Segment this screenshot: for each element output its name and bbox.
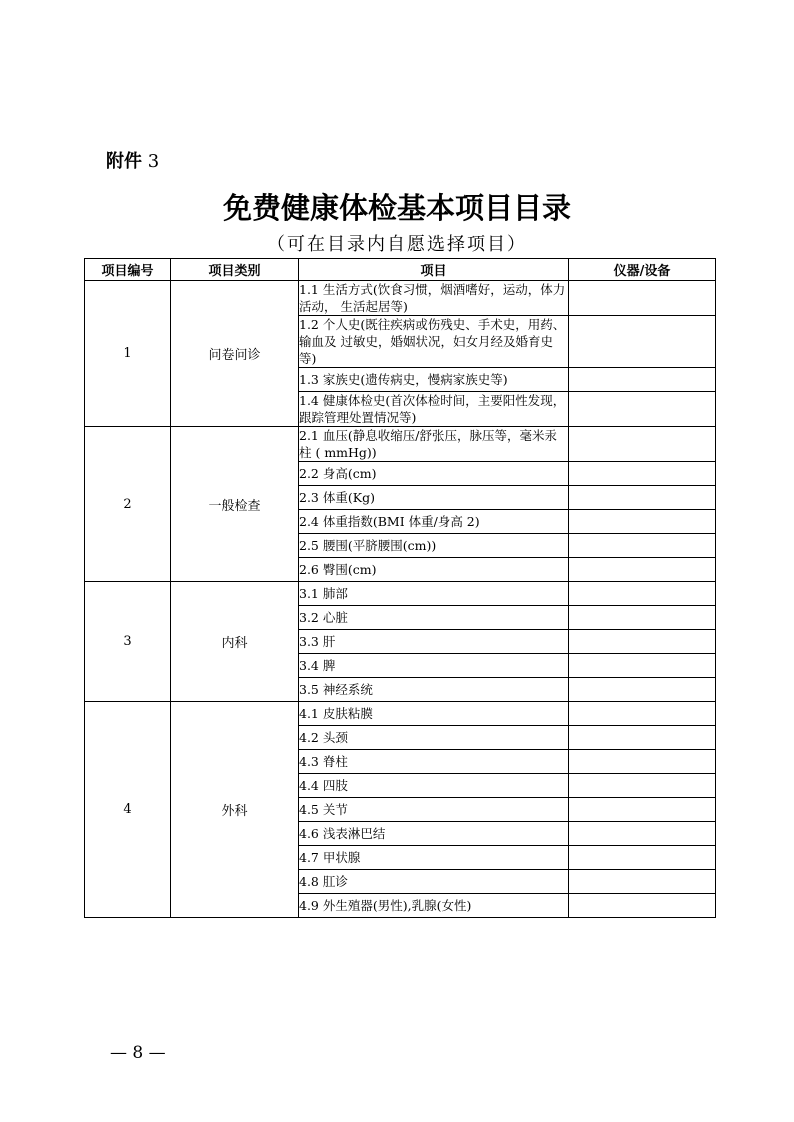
item-cell: 1.4 健康体检史(首次体检时间，主要阳性发现，跟踪管理处置情况等) [299,392,569,427]
item-cell: 4.1 皮肤粘膜 [299,702,569,726]
item-cell: 2.5 腰围(平脐腰围(cm)) [299,534,569,558]
item-cell: 2.3 体重(Kg) [299,486,569,510]
device-cell [569,510,716,534]
checkup-items-table [84,258,716,918]
page-title: 免费健康体检基本项目目录 [222,191,571,225]
device-cell [569,630,716,654]
device-cell [569,654,716,678]
device-cell [569,822,716,846]
item-cell: 4.5 关节 [299,798,569,822]
item-cell: 4.4 四肢 [299,774,569,798]
device-cell [569,534,716,558]
item-cell: 1.1 生活方式(饮食习惯，烟酒嗜好，运动，体力活动， 生活起居等) [299,281,569,316]
device-cell [569,558,716,582]
device-cell [569,368,716,392]
item-cell: 3.4 脾 [299,654,569,678]
device-cell [569,486,716,510]
item-cell: 3.1 肺部 [299,582,569,606]
device-cell [569,894,716,918]
item-cell: 2.1 血压(静息收缩压/舒张压，脉压等，毫米汞柱 ( mmHg)) [299,427,569,462]
device-cell [569,316,716,368]
page-number: — 8 — [110,1043,166,1063]
device-cell [569,281,716,316]
item-number-cell: 4 [85,702,171,918]
device-cell [569,606,716,630]
device-cell [569,392,716,427]
item-cell: 4.8 肛诊 [299,870,569,894]
header-device: 仪器/设备 [569,259,716,281]
item-cell: 1.2 个人史(既往疾病或伤残史、手术史，用药、输血及 过敏史，婚姻状况，妇女月经及婚育史等) [299,316,569,368]
attachment-word: 附件 [106,151,142,172]
item-category-cell: 内科 [171,582,299,702]
table-row [85,702,716,726]
device-cell [569,726,716,750]
device-cell [569,774,716,798]
item-cell: 3.2 心脏 [299,606,569,630]
item-number-cell: 1 [85,281,171,427]
item-cell: 1.3 家族史(遗传病史，慢病家族史等) [299,368,569,392]
item-category-cell: 外科 [171,702,299,918]
device-cell [569,678,716,702]
header-item-category: 项目类别 [171,259,299,281]
item-cell: 3.3 肝 [299,630,569,654]
item-cell: 4.7 甲状腺 [299,846,569,870]
item-category-cell: 问卷问诊 [171,281,299,427]
device-cell [569,750,716,774]
page-subtitle: （可在目录内自愿选择项目） [267,234,527,255]
item-cell: 4.6 浅表淋巴结 [299,822,569,846]
device-cell [569,462,716,486]
table-row [85,281,716,316]
device-cell [569,846,716,870]
device-cell [569,702,716,726]
item-cell: 2.4 体重指数(BMI 体重/身高 2) [299,510,569,534]
device-cell [569,582,716,606]
item-cell: 2.6 臀围(cm) [299,558,569,582]
item-category-cell: 一般检查 [171,427,299,582]
attachment-number: 3 [147,151,160,172]
item-cell: 4.9 外生殖器(男性),乳腺(女性) [299,894,569,918]
item-cell: 4.3 脊柱 [299,750,569,774]
item-cell: 4.2 头颈 [299,726,569,750]
device-cell [569,870,716,894]
item-number-cell: 3 [85,582,171,702]
item-cell: 2.2 身高(cm) [299,462,569,486]
table-header-row [85,259,716,281]
table-row [85,427,716,462]
device-cell [569,427,716,462]
header-item-number: 项目编号 [85,259,171,281]
item-number-cell: 2 [85,427,171,582]
table-row [85,582,716,606]
device-cell [569,798,716,822]
header-item: 项目 [299,259,569,281]
item-cell: 3.5 神经系统 [299,678,569,702]
attachment-label [106,147,159,173]
